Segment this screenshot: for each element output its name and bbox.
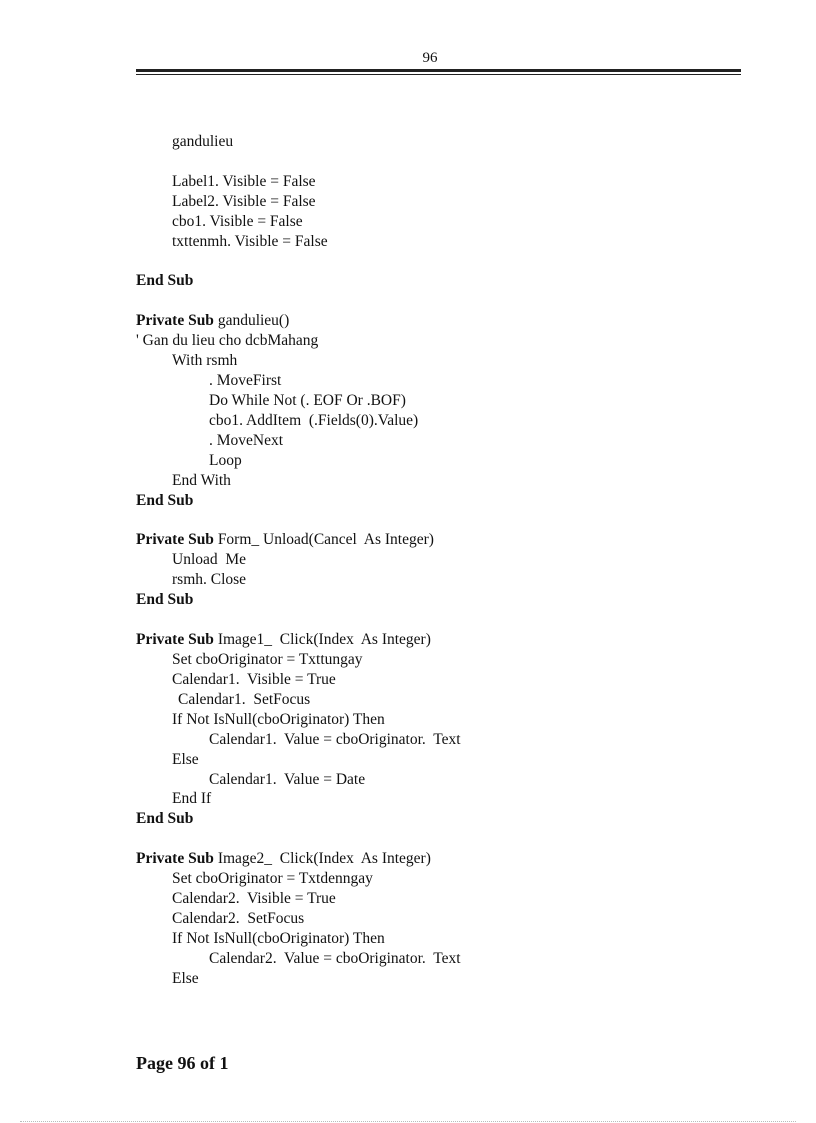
code-listing — [136, 132, 736, 989]
code-line: With rsmh — [172, 352, 238, 370]
blank-line — [136, 252, 736, 272]
end-sub-line: End Sub — [136, 491, 194, 509]
code-line: cbo1. AddItem (.Fields(0).Value) — [209, 411, 419, 429]
code-comment: ' Gan du lieu cho dcbMahang — [136, 332, 319, 350]
sub-name: Image2_ Click(Index As Integer) — [213, 850, 431, 868]
blank-line — [136, 511, 736, 531]
code-line: End With — [172, 471, 231, 489]
header-rule-thin — [136, 74, 741, 75]
sub-name: Form_ Unload(Cancel As Integer) — [213, 531, 434, 549]
code-line: End If — [172, 790, 212, 808]
header-rule-thick — [136, 69, 741, 72]
code-line: Unload Me — [172, 551, 247, 569]
page-footer: Page 96 of 1 — [136, 1053, 229, 1073]
blank-line — [136, 152, 736, 172]
code-line: Set cboOriginator = Txttungay — [172, 650, 363, 668]
code-line: Do While Not (. EOF Or .BOF) — [209, 391, 406, 409]
code-line: Label1. Visible = False — [172, 172, 316, 190]
sub-name: Image1_ Click(Index As Integer) — [213, 631, 431, 649]
blank-line — [136, 610, 736, 630]
code-line: Label2. Visible = False — [172, 192, 316, 210]
keyword-private-sub: Private Sub — [136, 631, 214, 649]
code-line: cbo1. Visible = False — [172, 212, 303, 230]
code-line: Calendar2. SetFocus — [172, 909, 305, 927]
page-number: 96 — [422, 50, 438, 66]
sub-signature — [136, 630, 736, 650]
bottom-dotted-border — [20, 1121, 796, 1122]
code-line: gandulieu — [172, 133, 234, 150]
code-line: Else — [172, 750, 199, 768]
blank-line — [136, 291, 736, 311]
code-line: If Not IsNull(cboOriginator) Then — [172, 710, 385, 728]
code-line: Else — [172, 969, 199, 987]
end-sub-line: End Sub — [136, 272, 194, 290]
code-line: Loop — [209, 451, 242, 469]
end-sub-line: End Sub — [136, 810, 194, 828]
sub-signature — [136, 311, 736, 331]
sub-signature — [136, 530, 736, 550]
code-line: txttenmh. Visible = False — [172, 232, 328, 250]
code-line: Calendar1. Value = Date — [209, 770, 366, 788]
end-sub-line: End Sub — [136, 591, 194, 609]
code-line: Calendar1. Visible = True — [172, 670, 336, 688]
code-line: . MoveNext — [209, 431, 284, 449]
sub-signature — [136, 849, 736, 869]
code-line: Calendar2. Visible = True — [172, 890, 336, 908]
keyword-private-sub: Private Sub — [136, 531, 214, 549]
code-line: Calendar2. Value = cboOriginator. Text — [209, 949, 461, 967]
sub-name: gandulieu() — [213, 312, 290, 330]
keyword-private-sub: Private Sub — [136, 312, 214, 330]
keyword-private-sub: Private Sub — [136, 850, 214, 868]
code-line: If Not IsNull(cboOriginator) Then — [172, 929, 385, 947]
code-line: Calendar1. SetFocus — [178, 690, 311, 708]
blank-line — [136, 829, 736, 849]
code-line: Calendar1. Value = cboOriginator. Text — [209, 730, 461, 748]
code-line: . MoveFirst — [209, 372, 282, 390]
code-line: Set cboOriginator = Txtdenngay — [172, 870, 373, 888]
code-line: rsmh. Close — [172, 571, 247, 589]
